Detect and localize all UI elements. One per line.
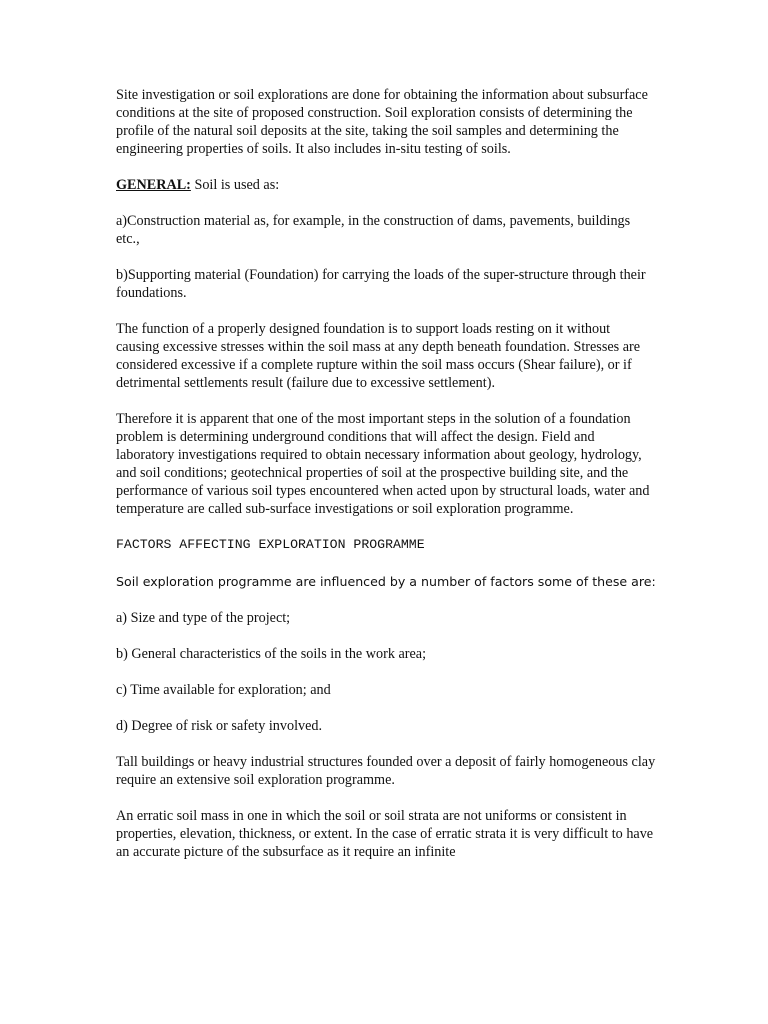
intro-paragraph: Site investigation or soil explorations are done for obtaining the information about subsurface conditions at the site of proposed construction. Soil exploration consists of determining the profile of the natural soil deposits at the site, taking the soil samples and determining the engineering properties of soils. It also includes in-situ testing of soils. bbox=[116, 87, 648, 157]
factors-intro-paragraph: Soil exploration programme are influenced by a number of factors some of these are: bbox=[116, 574, 656, 589]
use-a-paragraph: a)Construction material as, for example, in the construction of dams, pavements, buildings etc., bbox=[116, 213, 631, 247]
factor-b-item: b) General characteristics of the soils in the work area; bbox=[116, 646, 427, 662]
tall-buildings-paragraph: Tall buildings or heavy industrial structures founded over a deposit of fairly homogeneous clay require an extensive soil exploration programme. bbox=[116, 754, 656, 788]
factor-c-item: c) Time available for exploration; and bbox=[116, 682, 331, 698]
therefore-paragraph: Therefore it is apparent that one of the most important steps in the solution of a foundation problem is determining underground conditions that will affect the design. Field and laboratory investigations required to obtain necessary information about geology, hydrology, and soil conditions; geotechnical properties of soil at the prospective building site, and the performance of various soil types encountered when acted upon by structural loads, water and temperature are called sub-surface investigations or soil exploration programme. bbox=[116, 411, 650, 517]
erratic-paragraph: An erratic soil mass in one in which the soil or soil strata are not uniforms or consistent in properties, elevation, thickness, or extent. In the case of erratic strata it is very difficult to have an accurate picture of the subsurface as it require an infinite bbox=[116, 808, 654, 860]
use-b-paragraph: b)Supporting material (Foundation) for carrying the loads of the super-structure through their foundations. bbox=[116, 267, 646, 301]
factors-heading: FACTORS AFFECTING EXPLORATION PROGRAMME bbox=[116, 537, 425, 552]
general-label: GENERAL: bbox=[116, 177, 191, 193]
factor-d-item: d) Degree of risk or safety involved. bbox=[116, 718, 323, 734]
factor-a-item: a) Size and type of the project; bbox=[116, 610, 291, 626]
general-text: Soil is used as: bbox=[190, 177, 280, 193]
general-paragraph bbox=[116, 176, 656, 194]
document-body bbox=[116, 86, 656, 879]
foundation-function-paragraph: The function of a properly designed foundation is to support loads resting on it without causing excessive stresses within the soil mass at any depth beneath foundation. Stresses are considered excessive if a complete rupture within the soil mass occurs (Shear failure), or if detrimental settlements result (failure due to excessive settlement). bbox=[116, 321, 641, 391]
